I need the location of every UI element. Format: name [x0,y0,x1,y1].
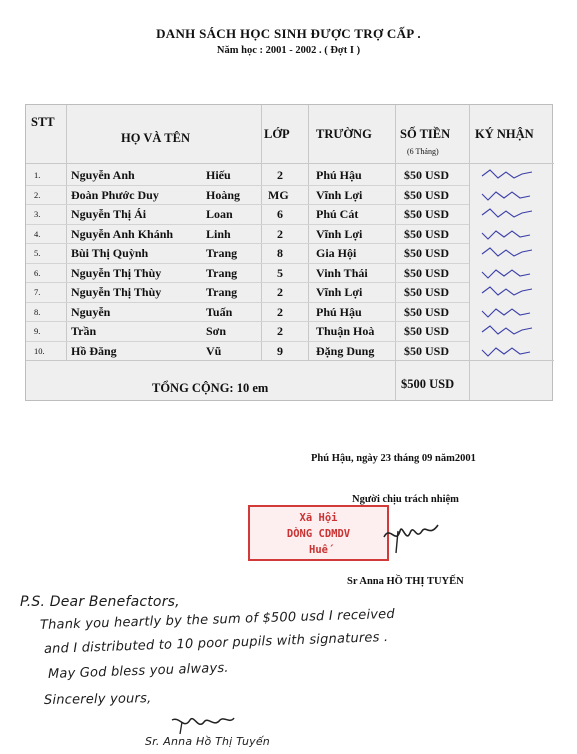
row-stt: 5. [34,248,41,258]
row-amount: $50 USD [404,226,450,241]
header-amount-note: (6 Tháng) [407,147,439,156]
row-school: Phú Hậu [316,168,362,182]
row-stt: 7. [34,287,41,297]
row-given-name: Sơn [206,324,226,338]
signer-name: Sr Anna HỒ THỊ TUYẾN [347,576,464,587]
row-school: Đặng Dung [316,343,375,358]
row-amount: $50 USD [404,324,450,338]
header-name: HỌ VÀ TÊN [121,131,191,145]
row-signature [478,205,538,223]
row-class: 2 [277,168,283,182]
row-stt: 8. [34,306,41,317]
row-name: Đoàn Phước Duy [71,187,159,202]
row-stt: 9. [34,326,41,336]
row-school: Vinh Thái [316,265,368,280]
row-school: Vĩnh Lợi [316,226,363,241]
header-class: LỚP [264,127,290,141]
row-stt: 10. [34,345,45,356]
row-amount: $50 USD [404,207,450,221]
row-given-name: Hiếu [206,168,231,182]
row-signature [478,186,538,204]
row-class: 2 [277,226,283,241]
total-label: TỔNG CỘNG: 10 em [152,381,269,395]
row-school: Vĩnh Lợi [316,187,363,202]
row-given-name: Trang [206,246,238,260]
row-signature [478,322,538,340]
document-subtitle: Năm học : 2001 - 2002 . ( Đợt I ) [216,45,361,56]
stamp-line-3: Huế [309,544,328,556]
stamp-line-1: Xã Hội [299,512,338,524]
row-class: 5 [277,265,283,280]
row-name: Nguyễn Thị Ái [71,207,147,221]
row-amount: $50 USD [404,168,450,182]
row-class: 2 [277,285,283,299]
row-given-name: Vũ [206,343,222,358]
row-given-name: Linh [206,226,231,241]
row-given-name: Trang [206,265,238,280]
note-line-1: P.S. Dear Benefactors, [20,594,180,610]
row-class: 9 [277,343,283,358]
header-signature: KÝ NHẬN [475,127,534,141]
row-signature [478,244,538,262]
row-amount: $50 USD [404,246,450,260]
row-name: Hồ Đăng [71,343,117,358]
row-given-name: Hoàng [206,187,241,202]
row-name: Bùi Thị Quỳnh [71,246,149,260]
row-name: Nguyễn Anh Khánh [71,226,174,241]
note-closing-signature: Sr. Anna Hồ Thị Tuyến [145,735,270,748]
document-title: DANH SÁCH HỌC SINH ĐƯỢC TRỢ CẤP . [156,26,421,41]
row-class: 2 [277,304,283,319]
row-stt: 4. [34,228,41,239]
header-stt: STT [31,115,55,129]
row-class: 8 [277,246,283,260]
responsible-signature [380,515,442,555]
date-line: Phú Hậu, ngày 23 tháng 09 năm2001 [311,453,476,464]
header-school: TRƯỜNG [316,127,372,141]
stamp-line-2: DÒNG CDMDV [286,528,351,540]
row-class: 6 [277,207,283,221]
row-stt: 2. [34,189,41,200]
row-school: Phú Cát [316,207,359,221]
row-given-name: Tuấn [206,304,233,319]
row-signature [478,264,538,282]
row-class: 2 [277,324,283,338]
official-stamp [248,505,389,561]
row-signature [478,225,538,243]
row-signature [478,166,538,184]
row-school: Phú Hậu [316,304,362,319]
total-amount: $500 USD [401,377,455,391]
row-stt: 3. [34,209,41,219]
row-amount: $50 USD [404,304,450,319]
row-school: Vĩnh Lợi [316,285,363,299]
row-amount: $50 USD [404,343,450,358]
header-amount: SỐ TIỀN [400,127,451,141]
row-given-name: Trang [206,285,238,299]
row-class: MG [268,187,289,202]
row-name: Trần [71,324,97,338]
row-stt: 1. [34,170,41,180]
row-signature [478,303,538,321]
row-name: Nguyễn [71,304,111,319]
note-line-3: and I distributed to 10 poor pupils with signatures . [43,629,389,657]
row-name: Nguyễn Thị Thùy [71,265,162,280]
note-line-5: Sincerely yours, [43,691,152,708]
row-signature [478,342,538,360]
row-school: Gia Hội [316,246,357,260]
note-line-4: May God bless you always. [47,660,229,682]
row-amount: $50 USD [404,285,450,299]
row-amount: $50 USD [404,265,450,280]
row-school: Thuận Hoà [316,324,375,338]
row-signature [478,283,538,301]
row-name: Nguyễn Thị Thùy [71,285,162,299]
student-table [25,104,553,401]
note-signature [168,712,238,736]
row-amount: $50 USD [404,187,450,202]
note-line-2: Thank you heartly by the sum of $500 usd I received [39,606,396,633]
row-stt: 6. [34,267,41,278]
row-given-name: Loan [206,207,233,221]
row-name: Nguyễn Anh [71,168,135,182]
responsible-label: Người chịu trách nhiệm [352,494,459,505]
